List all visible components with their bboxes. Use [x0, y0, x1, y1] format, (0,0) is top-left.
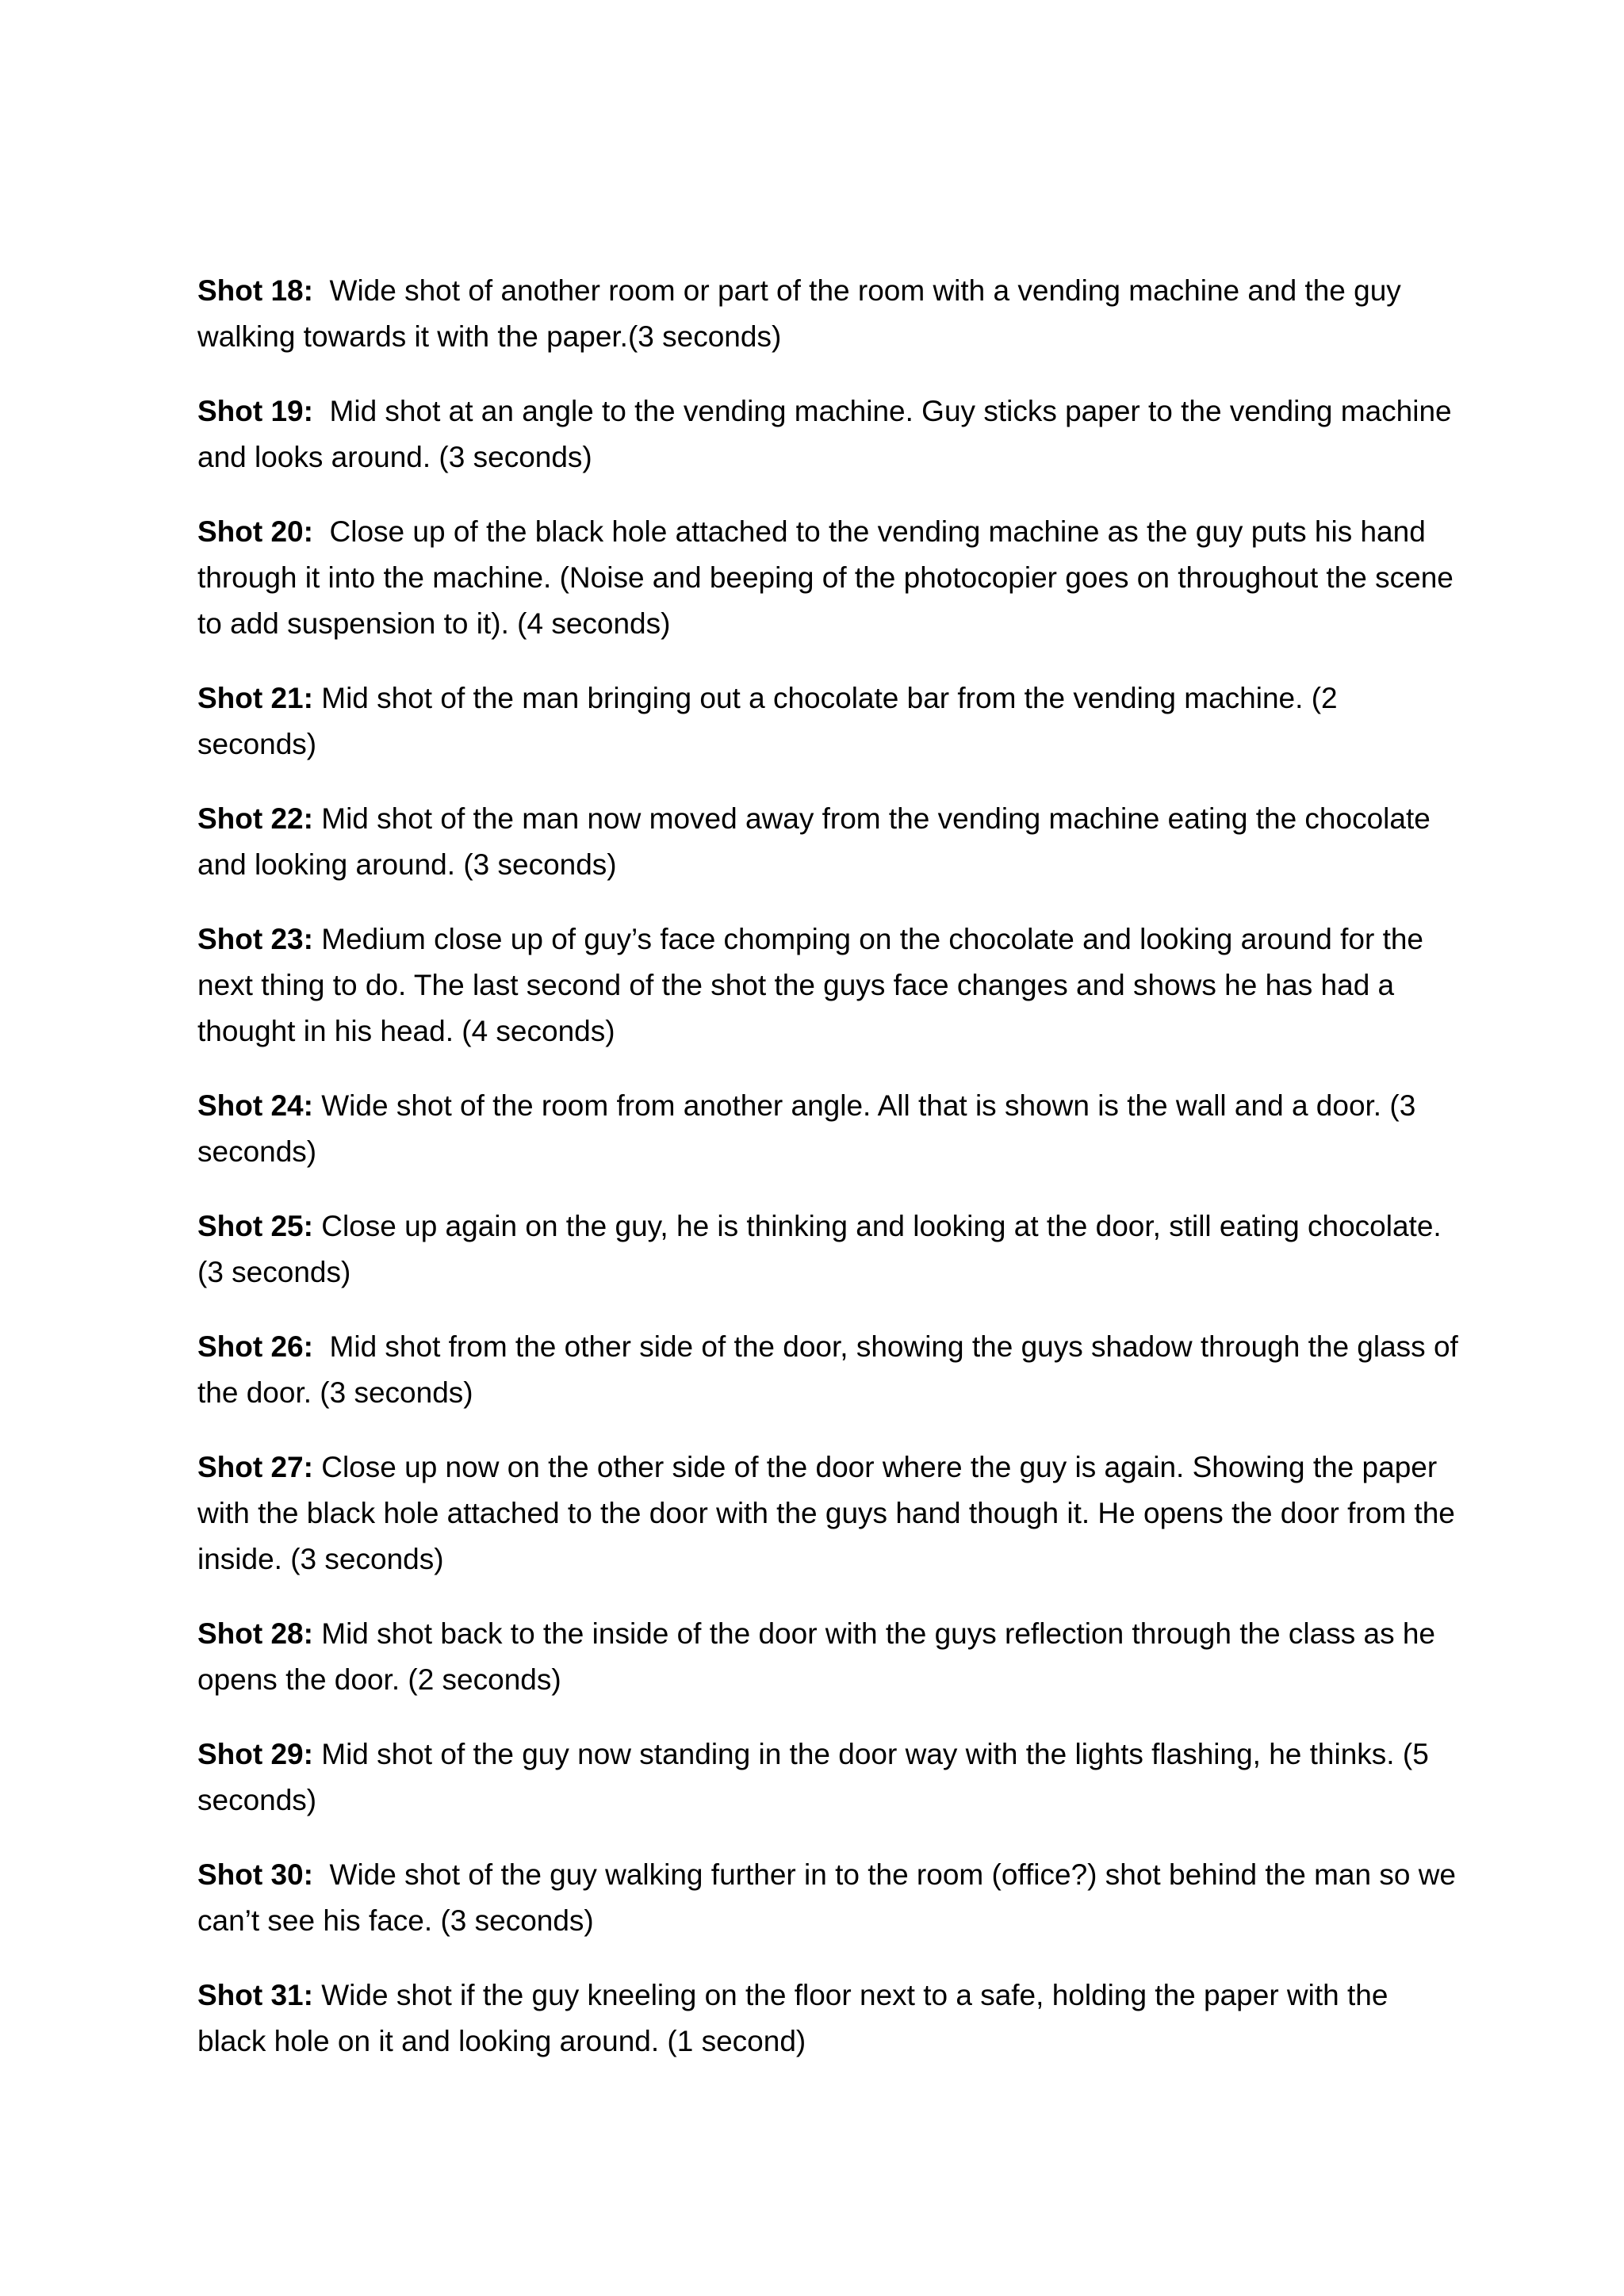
shot-entry-18 — [197, 268, 1458, 360]
shot-label: Shot 27: — [197, 1451, 313, 1483]
shot-label: Shot 18: — [197, 274, 313, 307]
shot-description: Mid shot from the other side of the door, showing the guys shadow through the glass of the door. (3 seconds) — [197, 1330, 1458, 1409]
shot-description: Mid shot back to the inside of the door with the guys reflection through the class as he opens the door. (2 seconds) — [197, 1617, 1436, 1696]
shot-description: Wide shot of the room from another angle. All that is shown is the wall and a door. (3 seconds) — [197, 1089, 1416, 1168]
shot-description: Medium close up of guy’s face chomping on the chocolate and looking around for the next thing to do. The last second of the shot the guys face changes and shows he has had a thought in his head. (4 seconds) — [197, 923, 1424, 1047]
shot-label: Shot 19: — [197, 395, 313, 427]
shot-label: Shot 22: — [197, 802, 313, 835]
shot-description: Mid shot of the man bringing out a chocolate bar from the vending machine. (2 seconds) — [197, 682, 1338, 760]
shot-entry-27 — [197, 1445, 1458, 1582]
shot-entry-24 — [197, 1083, 1458, 1175]
shot-entry-26 — [197, 1324, 1458, 1416]
shot-entry-31 — [197, 1973, 1458, 2064]
shot-label: Shot 29: — [197, 1738, 313, 1770]
shot-entry-25 — [197, 1203, 1458, 1295]
shot-description: Wide shot of the guy walking further in to the room (office?) shot behind the man so we can’t see his face. (3 seconds) — [197, 1858, 1457, 1937]
shot-list — [197, 268, 1458, 2093]
shot-label: Shot 28: — [197, 1617, 313, 1650]
shot-entry-22 — [197, 796, 1458, 888]
shot-label: Shot 24: — [197, 1089, 313, 1122]
shot-label: Shot 20: — [197, 515, 313, 548]
shot-description: Close up now on the other side of the door where the guy is again. Showing the paper with the black hole attached to the door with the guys hand though it. He opens the door from the inside. (3 seconds) — [197, 1451, 1455, 1575]
shot-entry-20 — [197, 509, 1458, 647]
shot-label: Shot 25: — [197, 1210, 313, 1242]
shot-label: Shot 21: — [197, 682, 313, 714]
shot-description: Wide shot of another room or part of the room with a vending machine and the guy walking towards it with the paper.(3 seconds) — [197, 274, 1401, 353]
shot-entry-29 — [197, 1732, 1458, 1823]
shot-entry-23 — [197, 916, 1458, 1054]
shot-description: Mid shot of the man now moved away from the vending machine eating the chocolate and looking around. (3 seconds) — [197, 802, 1431, 881]
shot-label: Shot 26: — [197, 1330, 313, 1363]
shot-description: Mid shot at an angle to the vending machine. Guy sticks paper to the vending machine and looks around. (3 seconds) — [197, 395, 1452, 473]
shot-description: Wide shot if the guy kneeling on the floor next to a safe, holding the paper with the black hole on it and looking around. (1 second) — [197, 1979, 1388, 2057]
shot-description: Mid shot of the guy now standing in the door way with the lights flashing, he thinks. (5 seconds) — [197, 1738, 1429, 1816]
shot-entry-28 — [197, 1611, 1458, 1703]
shot-label: Shot 30: — [197, 1858, 313, 1891]
shot-label: Shot 23: — [197, 923, 313, 955]
shot-label: Shot 31: — [197, 1979, 313, 2011]
shot-entry-30 — [197, 1852, 1458, 1944]
shot-entry-21 — [197, 675, 1458, 767]
shot-description: Close up again on the guy, he is thinking and looking at the door, still eating chocolate. (3 seconds) — [197, 1210, 1442, 1288]
shot-description: Close up of the black hole attached to the vending machine as the guy puts his hand through it into the machine. (Noise and beeping of the photocopier goes on throughout the scene to add suspension to it). (4 seconds) — [197, 515, 1454, 640]
shot-entry-19 — [197, 388, 1458, 480]
